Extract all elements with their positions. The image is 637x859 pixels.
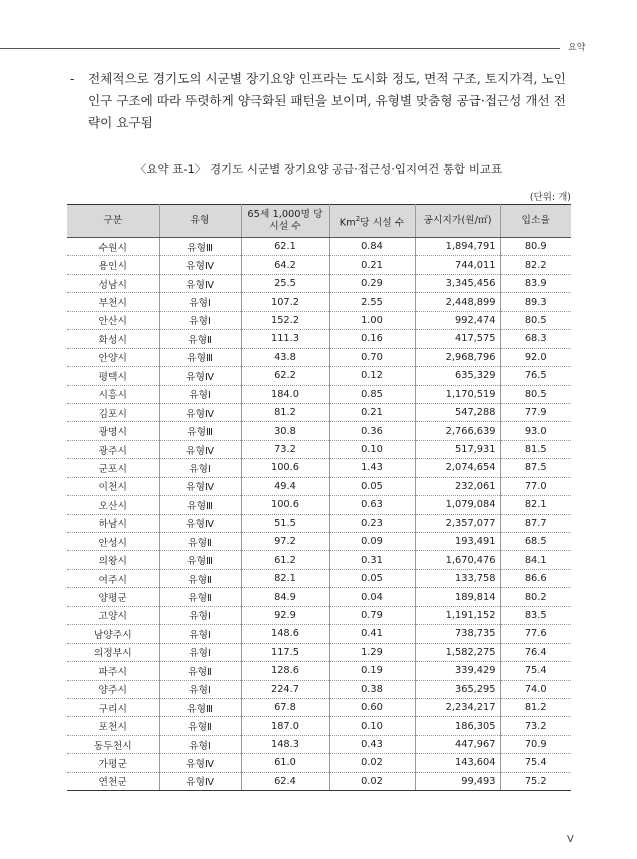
cell-per-km: 0.02 bbox=[329, 772, 415, 790]
cell-type: 유형Ⅳ bbox=[159, 367, 241, 385]
table-row bbox=[67, 256, 571, 274]
cell-region: 시흥시 bbox=[67, 385, 159, 403]
cell-region: 용인시 bbox=[67, 256, 159, 274]
cell-region: 구리시 bbox=[67, 698, 159, 716]
table-row bbox=[67, 311, 571, 329]
table-body bbox=[67, 238, 571, 791]
cell-occupancy: 76.5 bbox=[500, 367, 571, 385]
cell-type: 유형Ⅱ bbox=[159, 662, 241, 680]
cell-per-km: 0.05 bbox=[329, 477, 415, 495]
cell-per-1000: 92.9 bbox=[241, 606, 329, 624]
cell-per-1000: 61.0 bbox=[241, 754, 329, 772]
cell-occupancy: 92.0 bbox=[500, 348, 571, 366]
cell-per-1000: 100.6 bbox=[241, 459, 329, 477]
cell-per-1000: 43.8 bbox=[241, 348, 329, 366]
table-row bbox=[67, 533, 571, 551]
cell-land-price: 186,305 bbox=[415, 717, 500, 735]
cell-type: 유형Ⅱ bbox=[159, 569, 241, 587]
cell-occupancy: 81.5 bbox=[500, 440, 571, 458]
cell-occupancy: 77.0 bbox=[500, 477, 571, 495]
cell-type: 유형Ⅱ bbox=[159, 588, 241, 606]
cell-per-1000: 128.6 bbox=[241, 662, 329, 680]
cell-type: 유형Ⅲ bbox=[159, 551, 241, 569]
cell-per-1000: 73.2 bbox=[241, 440, 329, 458]
cell-type: 유형Ⅳ bbox=[159, 403, 241, 421]
cell-occupancy: 68.3 bbox=[500, 330, 571, 348]
cell-per-km: 0.19 bbox=[329, 662, 415, 680]
cell-per-km: 0.60 bbox=[329, 698, 415, 716]
cell-per-1000: 184.0 bbox=[241, 385, 329, 403]
cell-region: 동두천시 bbox=[67, 735, 159, 753]
table-row bbox=[67, 293, 571, 311]
cell-occupancy: 75.4 bbox=[500, 662, 571, 680]
cell-per-km: 0.23 bbox=[329, 514, 415, 532]
cell-region: 오산시 bbox=[67, 496, 159, 514]
cell-type: 유형Ⅱ bbox=[159, 533, 241, 551]
table-row bbox=[67, 754, 571, 772]
cell-occupancy: 89.3 bbox=[500, 293, 571, 311]
cell-land-price: 1,079,084 bbox=[415, 496, 500, 514]
cell-region: 연천군 bbox=[67, 772, 159, 790]
cell-per-1000: 152.2 bbox=[241, 311, 329, 329]
cell-occupancy: 73.2 bbox=[500, 717, 571, 735]
cell-per-km: 0.43 bbox=[329, 735, 415, 753]
cell-region: 성남시 bbox=[67, 274, 159, 292]
table-row bbox=[67, 735, 571, 753]
cell-per-km: 0.12 bbox=[329, 367, 415, 385]
cell-land-price: 447,967 bbox=[415, 735, 500, 753]
summary-table bbox=[67, 204, 571, 791]
header-per-km bbox=[329, 205, 415, 238]
cell-type: 유형Ⅳ bbox=[159, 477, 241, 495]
cell-occupancy: 81.2 bbox=[500, 698, 571, 716]
table-row bbox=[67, 680, 571, 698]
section-label: 요약 bbox=[568, 43, 586, 53]
cell-type: 유형Ⅰ bbox=[159, 606, 241, 624]
cell-per-1000: 224.7 bbox=[241, 680, 329, 698]
cell-occupancy: 83.9 bbox=[500, 274, 571, 292]
cell-region: 양주시 bbox=[67, 680, 159, 698]
cell-region: 광명시 bbox=[67, 422, 159, 440]
table-row bbox=[67, 514, 571, 532]
cell-per-1000: 49.4 bbox=[241, 477, 329, 495]
cell-per-km: 0.21 bbox=[329, 256, 415, 274]
cell-per-km: 0.02 bbox=[329, 754, 415, 772]
cell-land-price: 635,329 bbox=[415, 367, 500, 385]
cell-land-price: 133,758 bbox=[415, 569, 500, 587]
cell-per-km: 0.10 bbox=[329, 440, 415, 458]
cell-type: 유형Ⅰ bbox=[159, 680, 241, 698]
cell-per-km: 1.29 bbox=[329, 643, 415, 661]
cell-type: 유형Ⅰ bbox=[159, 293, 241, 311]
cell-region: 가평군 bbox=[67, 754, 159, 772]
table-row bbox=[67, 330, 571, 348]
table-row bbox=[67, 698, 571, 716]
cell-occupancy: 74.0 bbox=[500, 680, 571, 698]
cell-region: 양평군 bbox=[67, 588, 159, 606]
page-number: V bbox=[567, 834, 574, 845]
cell-occupancy: 75.2 bbox=[500, 772, 571, 790]
cell-land-price: 99,493 bbox=[415, 772, 500, 790]
cell-per-km: 0.31 bbox=[329, 551, 415, 569]
cell-per-km: 0.63 bbox=[329, 496, 415, 514]
cell-occupancy: 86.6 bbox=[500, 569, 571, 587]
table-row bbox=[67, 662, 571, 680]
cell-type: 유형Ⅲ bbox=[159, 422, 241, 440]
cell-type: 유형Ⅲ bbox=[159, 496, 241, 514]
cell-land-price: 2,074,654 bbox=[415, 459, 500, 477]
cell-per-km: 0.05 bbox=[329, 569, 415, 587]
cell-per-km: 0.04 bbox=[329, 588, 415, 606]
cell-land-price: 143,604 bbox=[415, 754, 500, 772]
table-row bbox=[67, 403, 571, 421]
cell-land-price: 2,968,796 bbox=[415, 348, 500, 366]
cell-occupancy: 87.5 bbox=[500, 459, 571, 477]
table-row bbox=[67, 477, 571, 495]
cell-land-price: 738,735 bbox=[415, 625, 500, 643]
cell-per-km: 1.43 bbox=[329, 459, 415, 477]
cell-type: 유형Ⅳ bbox=[159, 754, 241, 772]
cell-occupancy: 77.6 bbox=[500, 625, 571, 643]
header-type: 유형 bbox=[159, 205, 241, 238]
cell-land-price: 189,814 bbox=[415, 588, 500, 606]
cell-land-price: 339,429 bbox=[415, 662, 500, 680]
cell-land-price: 232,061 bbox=[415, 477, 500, 495]
cell-region: 하남시 bbox=[67, 514, 159, 532]
table-row bbox=[67, 717, 571, 735]
cell-occupancy: 80.5 bbox=[500, 311, 571, 329]
cell-type: 유형Ⅳ bbox=[159, 274, 241, 292]
cell-region: 남양주시 bbox=[67, 625, 159, 643]
cell-type: 유형Ⅰ bbox=[159, 459, 241, 477]
cell-type: 유형Ⅳ bbox=[159, 772, 241, 790]
cell-land-price: 1,670,476 bbox=[415, 551, 500, 569]
cell-region: 광주시 bbox=[67, 440, 159, 458]
bullet-text: 전체적으로 경기도의 시군별 장기요양 인프라는 도시화 정도, 면적 구조, 토지가격, 노인 인구 구조에 따라 뚜렷하게 양극화된 패턴을 보이며, 유형별 맞춤형 공급·접근성 개선 전략이 요구됨 bbox=[88, 71, 566, 130]
table-row bbox=[67, 459, 571, 477]
table-title: 〈요약 표-1〉 경기도 시군별 장기요양 공급·접근성·입지여건 통합 비교표 bbox=[134, 162, 503, 176]
cell-type: 유형Ⅳ bbox=[159, 514, 241, 532]
header-per-km-prefix: Km bbox=[339, 217, 356, 229]
header-region: 구분 bbox=[67, 205, 159, 238]
cell-per-1000: 64.2 bbox=[241, 256, 329, 274]
table-row bbox=[67, 569, 571, 587]
cell-land-price: 2,766,639 bbox=[415, 422, 500, 440]
table-row bbox=[67, 606, 571, 624]
header-occupancy: 입소율 bbox=[500, 205, 571, 238]
table-row bbox=[67, 238, 571, 256]
cell-per-1000: 30.8 bbox=[241, 422, 329, 440]
table-row bbox=[67, 274, 571, 292]
cell-per-1000: 62.4 bbox=[241, 772, 329, 790]
cell-land-price: 3,345,456 bbox=[415, 274, 500, 292]
cell-occupancy: 76.4 bbox=[500, 643, 571, 661]
cell-occupancy: 75.4 bbox=[500, 754, 571, 772]
cell-occupancy: 68.5 bbox=[500, 533, 571, 551]
header-per-km-sup: 2 bbox=[355, 214, 361, 223]
cell-type: 유형Ⅳ bbox=[159, 256, 241, 274]
cell-per-1000: 62.1 bbox=[241, 238, 329, 256]
cell-per-km: 0.09 bbox=[329, 533, 415, 551]
unit-label: (단위: 개) bbox=[529, 192, 571, 203]
cell-occupancy: 84.1 bbox=[500, 551, 571, 569]
cell-per-km: 0.16 bbox=[329, 330, 415, 348]
table-row bbox=[67, 772, 571, 790]
cell-per-1000: 51.5 bbox=[241, 514, 329, 532]
cell-occupancy: 82.2 bbox=[500, 256, 571, 274]
cell-per-km: 0.36 bbox=[329, 422, 415, 440]
table-row bbox=[67, 348, 571, 366]
table-row bbox=[67, 385, 571, 403]
cell-per-km: 0.10 bbox=[329, 717, 415, 735]
cell-type: 유형Ⅰ bbox=[159, 735, 241, 753]
cell-occupancy: 80.5 bbox=[500, 385, 571, 403]
cell-per-km: 0.38 bbox=[329, 680, 415, 698]
cell-region: 파주시 bbox=[67, 662, 159, 680]
cell-per-km: 2.55 bbox=[329, 293, 415, 311]
cell-land-price: 1,582,275 bbox=[415, 643, 500, 661]
cell-per-km: 0.21 bbox=[329, 403, 415, 421]
cell-land-price: 365,295 bbox=[415, 680, 500, 698]
cell-region: 군포시 bbox=[67, 459, 159, 477]
cell-per-1000: 25.5 bbox=[241, 274, 329, 292]
cell-land-price: 2,357,077 bbox=[415, 514, 500, 532]
table-header-row bbox=[67, 205, 571, 238]
cell-region: 여주시 bbox=[67, 569, 159, 587]
cell-land-price: 2,234,217 bbox=[415, 698, 500, 716]
cell-type: 유형Ⅳ bbox=[159, 440, 241, 458]
cell-land-price: 1,170,519 bbox=[415, 385, 500, 403]
cell-region: 부천시 bbox=[67, 293, 159, 311]
cell-type: 유형Ⅲ bbox=[159, 238, 241, 256]
cell-per-1000: 187.0 bbox=[241, 717, 329, 735]
cell-region: 안양시 bbox=[67, 348, 159, 366]
cell-land-price: 517,931 bbox=[415, 440, 500, 458]
cell-per-1000: 117.5 bbox=[241, 643, 329, 661]
cell-per-1000: 100.6 bbox=[241, 496, 329, 514]
cell-type: 유형Ⅲ bbox=[159, 698, 241, 716]
cell-per-km: 1.00 bbox=[329, 311, 415, 329]
cell-per-km: 0.85 bbox=[329, 385, 415, 403]
cell-per-1000: 148.6 bbox=[241, 625, 329, 643]
cell-per-km: 0.70 bbox=[329, 348, 415, 366]
cell-type: 유형Ⅲ bbox=[159, 348, 241, 366]
cell-region: 안산시 bbox=[67, 311, 159, 329]
cell-type: 유형Ⅰ bbox=[159, 625, 241, 643]
cell-region: 화성시 bbox=[67, 330, 159, 348]
cell-type: 유형Ⅱ bbox=[159, 717, 241, 735]
cell-type: 유형Ⅰ bbox=[159, 385, 241, 403]
cell-per-km: 0.84 bbox=[329, 238, 415, 256]
cell-region: 의정부시 bbox=[67, 643, 159, 661]
table-row bbox=[67, 551, 571, 569]
cell-occupancy: 82.1 bbox=[500, 496, 571, 514]
header-land-price: 공시지가(원/㎡) bbox=[415, 205, 500, 238]
cell-occupancy: 77.9 bbox=[500, 403, 571, 421]
cell-land-price: 417,575 bbox=[415, 330, 500, 348]
cell-land-price: 547,288 bbox=[415, 403, 500, 421]
table-row bbox=[67, 440, 571, 458]
cell-per-1000: 84.9 bbox=[241, 588, 329, 606]
cell-per-km: 0.29 bbox=[329, 274, 415, 292]
header-per-km-suffix: 당 시설 수 bbox=[360, 217, 405, 229]
cell-region: 포천시 bbox=[67, 717, 159, 735]
table-row bbox=[67, 643, 571, 661]
cell-land-price: 2,448,899 bbox=[415, 293, 500, 311]
cell-land-price: 992,474 bbox=[415, 311, 500, 329]
table-row bbox=[67, 496, 571, 514]
cell-region: 김포시 bbox=[67, 403, 159, 421]
cell-land-price: 1,191,152 bbox=[415, 606, 500, 624]
cell-per-1000: 107.2 bbox=[241, 293, 329, 311]
bullet-dash: - bbox=[70, 71, 75, 86]
cell-region: 이천시 bbox=[67, 477, 159, 495]
cell-type: 유형Ⅰ bbox=[159, 311, 241, 329]
cell-per-1000: 67.8 bbox=[241, 698, 329, 716]
cell-land-price: 193,491 bbox=[415, 533, 500, 551]
cell-per-km: 0.79 bbox=[329, 606, 415, 624]
cell-per-1000: 81.2 bbox=[241, 403, 329, 421]
summary-bullet bbox=[70, 68, 570, 134]
table-row bbox=[67, 625, 571, 643]
cell-region: 수원시 bbox=[67, 238, 159, 256]
table-row bbox=[67, 422, 571, 440]
cell-per-1000: 62.2 bbox=[241, 367, 329, 385]
table-row bbox=[67, 367, 571, 385]
cell-type: 유형Ⅰ bbox=[159, 643, 241, 661]
cell-per-1000: 97.2 bbox=[241, 533, 329, 551]
cell-per-1000: 148.3 bbox=[241, 735, 329, 753]
cell-occupancy: 70.9 bbox=[500, 735, 571, 753]
cell-occupancy: 80.2 bbox=[500, 588, 571, 606]
cell-type: 유형Ⅱ bbox=[159, 330, 241, 348]
header-rule bbox=[0, 48, 560, 49]
cell-region: 의왕시 bbox=[67, 551, 159, 569]
cell-per-km: 0.41 bbox=[329, 625, 415, 643]
cell-region: 고양시 bbox=[67, 606, 159, 624]
cell-per-1000: 111.3 bbox=[241, 330, 329, 348]
table-row bbox=[67, 588, 571, 606]
cell-per-1000: 61.2 bbox=[241, 551, 329, 569]
cell-occupancy: 80.9 bbox=[500, 238, 571, 256]
header-per-1000: 65세 1,000명 당 시설 수 bbox=[241, 205, 329, 238]
cell-occupancy: 93.0 bbox=[500, 422, 571, 440]
cell-region: 평택시 bbox=[67, 367, 159, 385]
cell-occupancy: 87.7 bbox=[500, 514, 571, 532]
cell-land-price: 744,011 bbox=[415, 256, 500, 274]
cell-per-1000: 82.1 bbox=[241, 569, 329, 587]
cell-occupancy: 83.5 bbox=[500, 606, 571, 624]
cell-region: 안성시 bbox=[67, 533, 159, 551]
cell-land-price: 1,894,791 bbox=[415, 238, 500, 256]
